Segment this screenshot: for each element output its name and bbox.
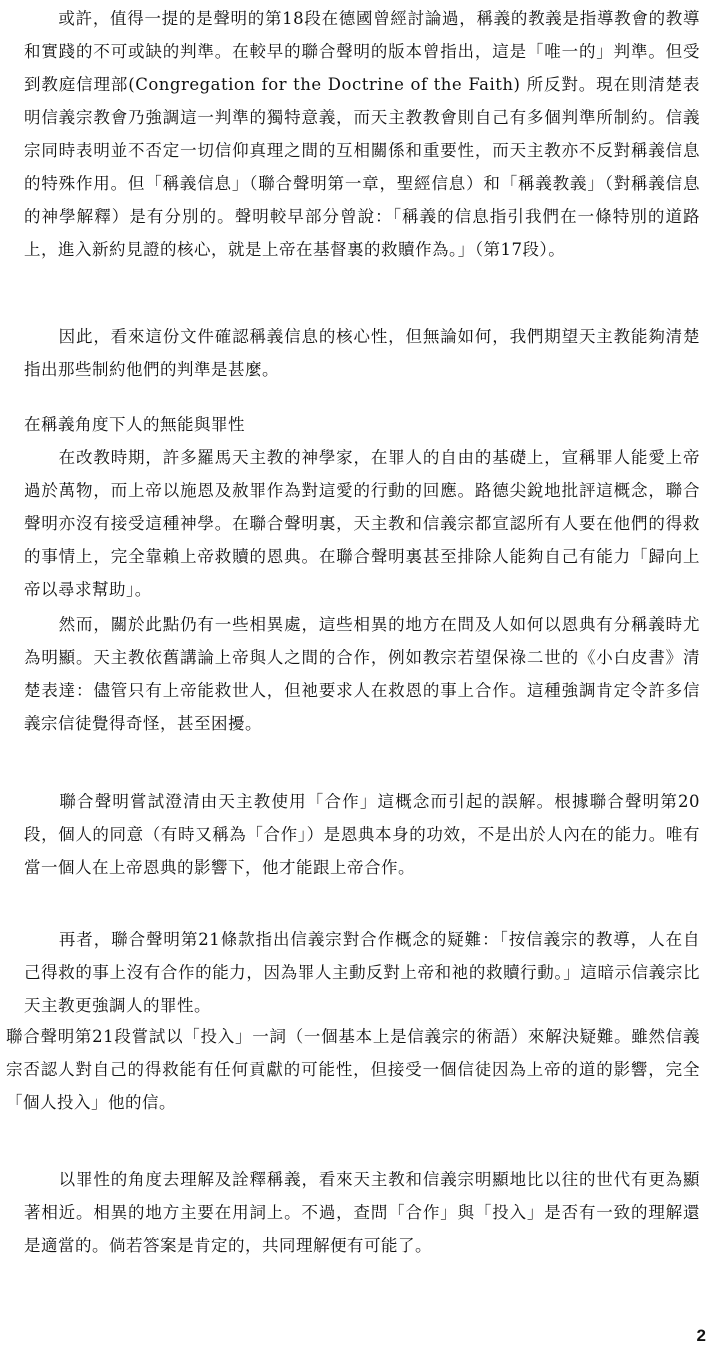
- paragraph-8: 以罪性的角度去理解及詮釋稱義，看來天主教和信義宗明顯地比以往的世代有更為顯著相近。相異的地方主要在用詞上。不過，查問「合作」與「投入」是否有一致的理解還是適當的。倘若答案是肯定的，共同理解便有可能了。: [24, 1170, 700, 1255]
- paragraph-4: 然而，關於此點仍有一些相異處，這些相異的地方在問及人如何以恩典有分稱義時尤為明顯。天主教依舊講論上帝與人之間的合作，例如教宗若望保祿二世的《小白皮書》清楚表達：儘管只有上帝能救世人，但祂要求人在救恩的事上合作。這種強調肯定令許多信義宗信徒覺得奇怪，甚至困擾。: [24, 615, 700, 733]
- paragraph-1: 或許，值得一提的是聲明的第18段在德國曾經討論過，稱義的教義是指導教會的教導和實踐的不可或缺的判準。在較早的聯合聲明的版本曾指出，這是「唯一的」判準。但受到教庭信理部(Congregation for the Doctrine of the Faith) 所反對。現在則清楚表明信義宗教會乃強調這一判準的獨特意義，而天主教教會則自己有多個判準所制約。信義宗同時表明並不否定一切信仰真理之間的互相關係和重要性，而天主教亦不反對稱義信息的特殊作用。但「稱義信息」（聯合聲明第一章，聖經信息）和「稱義教義」（對稱義信息的神學解釋）是有分別的。聲明較早部分曾說：「稱義的信息指引我們在一條特別的道路上，進入新約見證的核心，就是上帝在基督裏的救贖作為。」（第17段）。: [24, 9, 700, 259]
- page-number: 2: [696, 1326, 706, 1345]
- paragraph-7: 聯合聲明第21段嘗試以「投入」一詞（一個基本上是信義宗的術語）來解決疑難。雖然信義宗否認人對自己的得救能有任何貢獻的可能性，但接受一個信徒因為上帝的道的影響，完全「個人投入」他的信。: [6, 1027, 700, 1112]
- paragraph-2: 因此，看來這份文件確認稱義信息的核心性，但無論如何，我們期望天主教能夠清楚指出那些制約他們的判準是甚麼。: [24, 327, 700, 379]
- paragraph-5: 聯合聲明嘗試澄清由天主教使用「合作」這概念而引起的誤解。根據聯合聲明第20段，個人的同意（有時又稱為「合作」）是恩典本身的功效，不是出於人內在的能力。唯有當一個人在上帝恩典的影響下，他才能跟上帝合作。: [24, 792, 700, 877]
- section-heading: 在稱義角度下人的無能與罪性: [24, 415, 245, 434]
- paragraph-6: 再者，聯合聲明第21條款指出信義宗對合作概念的疑難：「按信義宗的教導，人在自己得救的事上沒有合作的能力，因為罪人主動反對上帝和祂的救贖行動。」這暗示信義宗比天主教更強調人的罪性。: [24, 930, 700, 1015]
- paragraph-3: 在改教時期，許多羅馬天主教的神學家，在罪人的自由的基礎上，宣稱罪人能愛上帝過於萬物，而上帝以施恩及赦罪作為對這愛的行動的回應。路德尖銳地批評這概念，聯合聲明亦沒有接受這種神學。在聯合聲明裏，天主教和信義宗都宣認所有人要在他們的得救的事情上，完全靠賴上帝救贖的恩典。在聯合聲明裏甚至排除人能夠自己有能力「歸向上帝以尋求幫助」。: [24, 448, 700, 599]
